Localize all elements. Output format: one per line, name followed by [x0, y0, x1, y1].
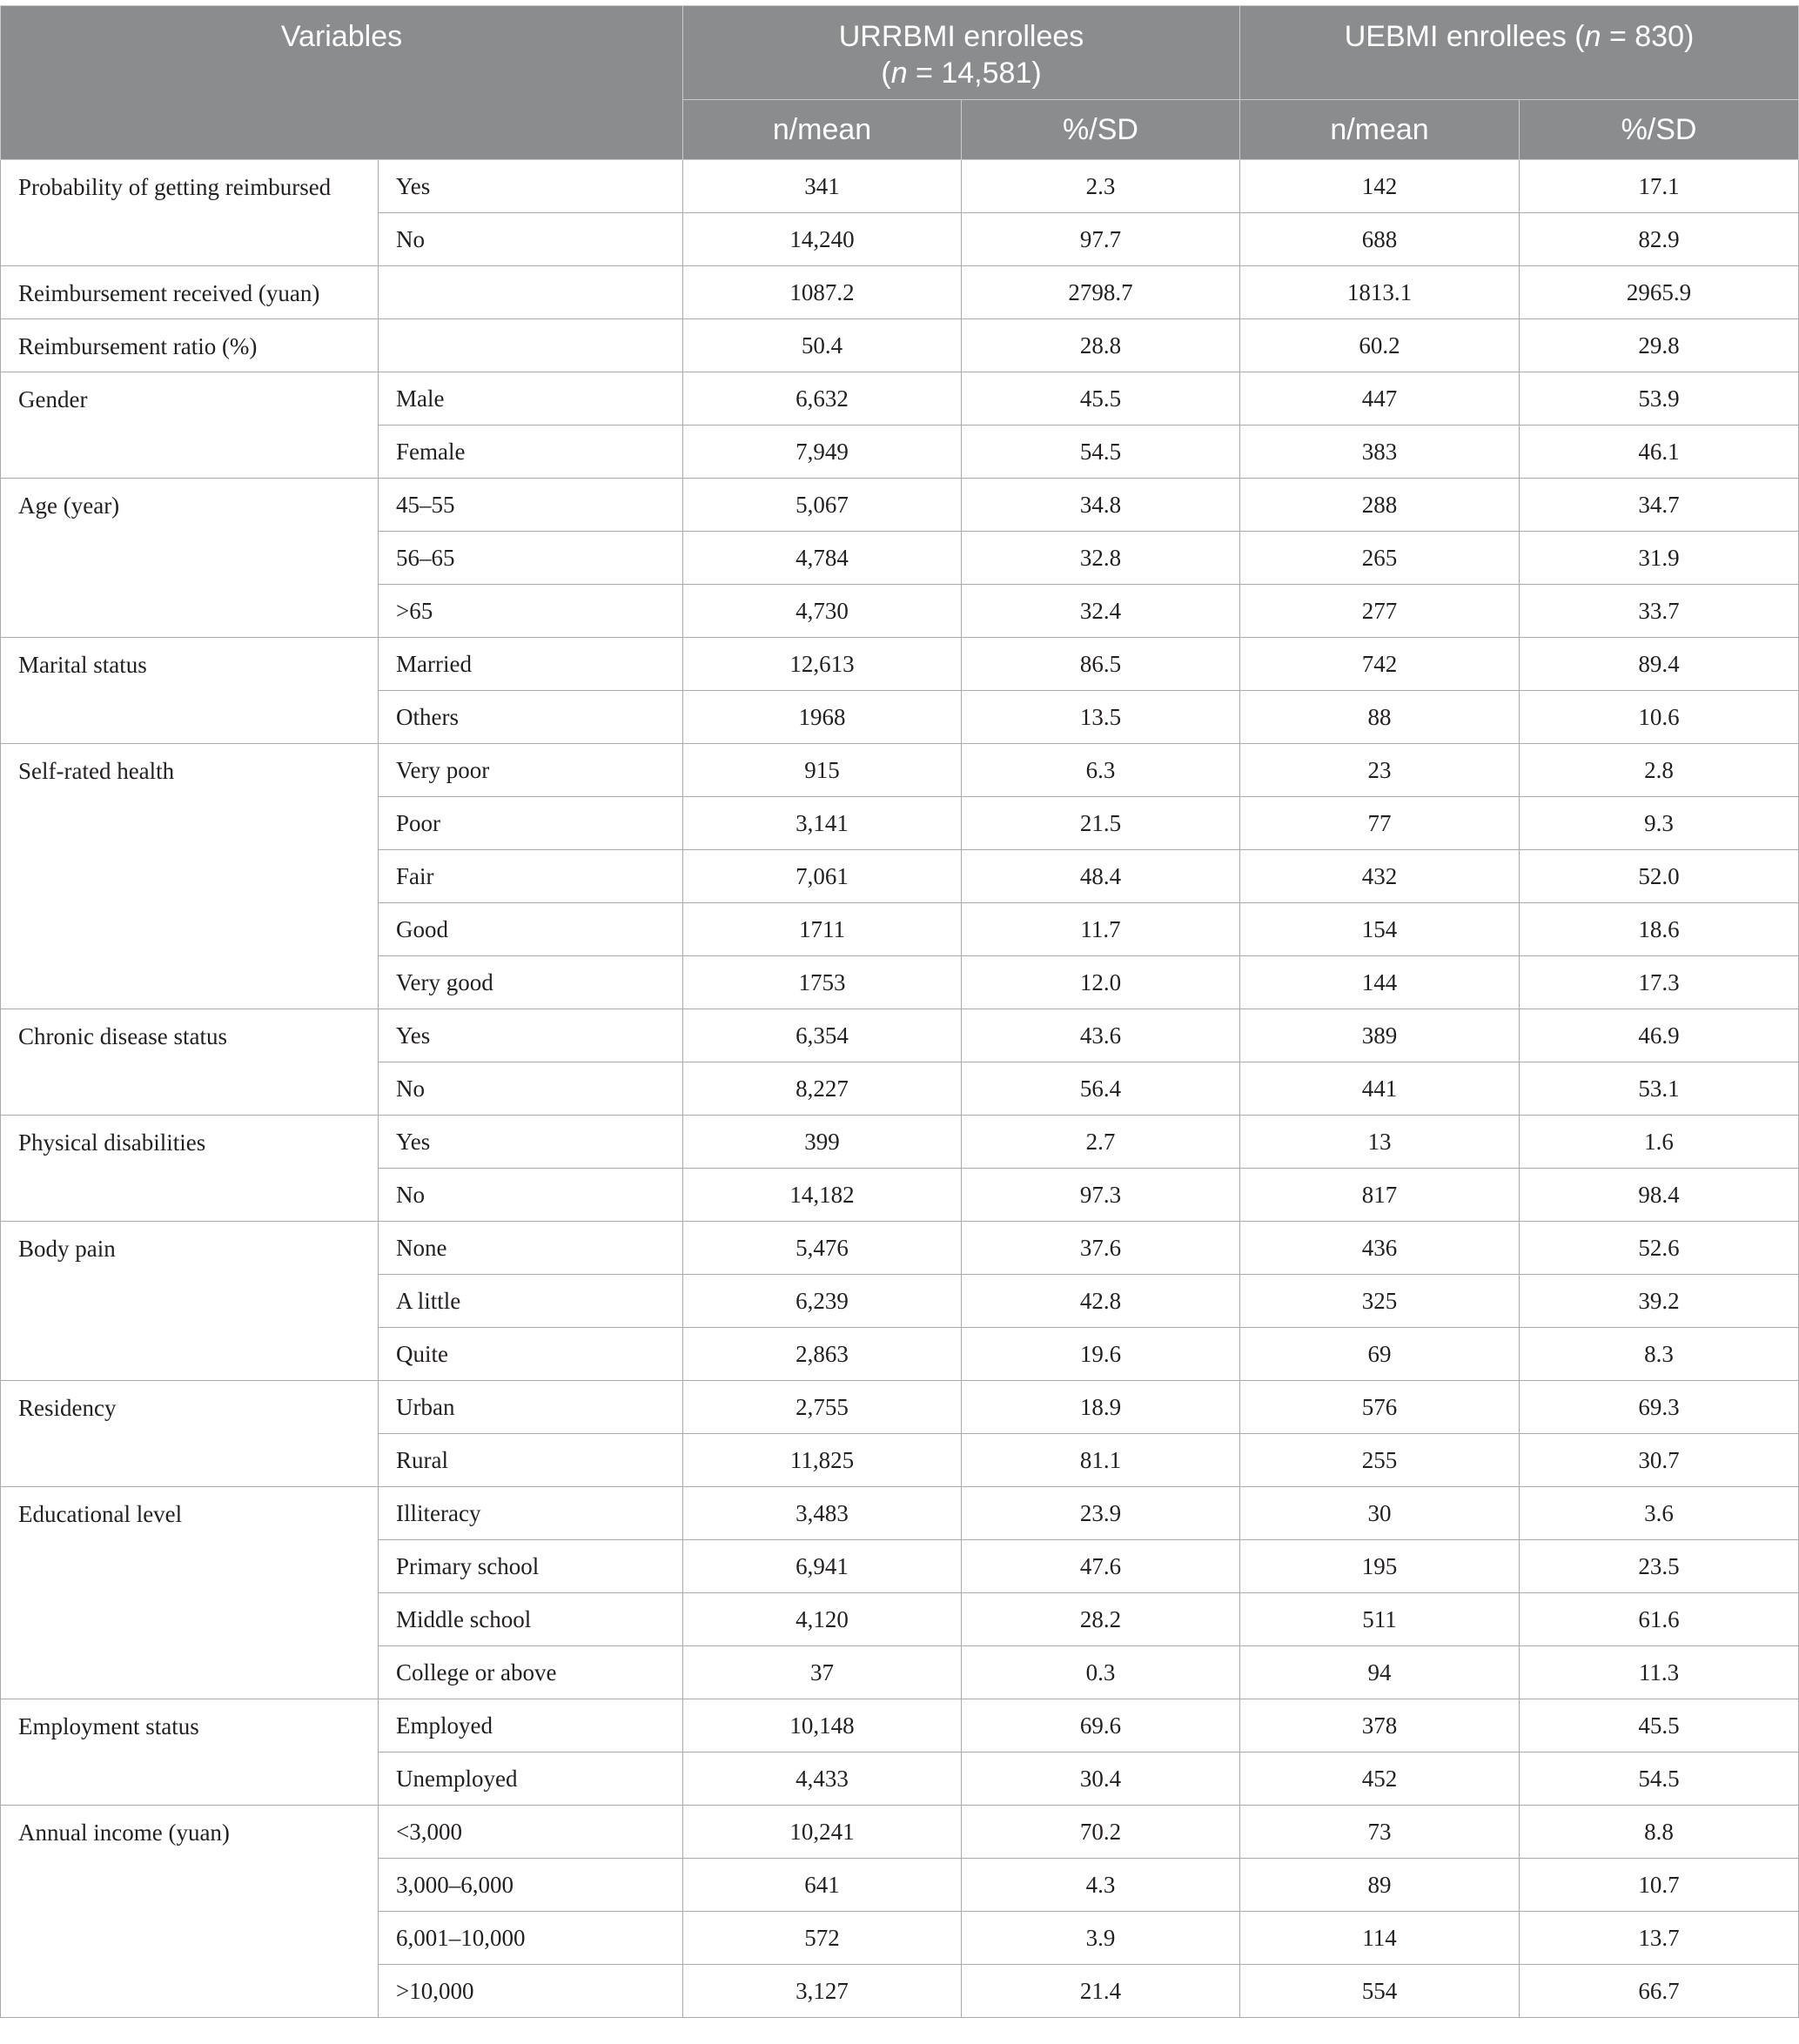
urrbmi-pct-sd-cell: 37.6 [962, 1222, 1240, 1275]
uebmi-pct-sd-cell: 8.8 [1520, 1806, 1799, 1859]
uebmi-pct-sd-cell: 54.5 [1520, 1752, 1799, 1806]
uebmi-pct-sd-cell: 2.8 [1520, 744, 1799, 797]
uebmi-n-mean-cell: 195 [1240, 1540, 1520, 1593]
level-cell: No [379, 1062, 683, 1116]
level-cell: Female [379, 426, 683, 479]
variable-name-cell: Self-rated health [1, 744, 379, 1009]
uebmi-n-mean-cell: 265 [1240, 532, 1520, 585]
urrbmi-pct-sd-cell: 70.2 [962, 1806, 1240, 1859]
urrbmi-n-mean-cell: 4,120 [683, 1593, 962, 1646]
urrbmi-n-mean-cell: 10,241 [683, 1806, 962, 1859]
level-cell: Rural [379, 1434, 683, 1487]
level-cell: 3,000–6,000 [379, 1859, 683, 1912]
uebmi-pct-sd-cell: 61.6 [1520, 1593, 1799, 1646]
urrbmi-n-mean-cell: 6,354 [683, 1009, 962, 1062]
level-cell: Poor [379, 797, 683, 850]
header-uebmi-group: UEBMI enrollees (n = 830) [1240, 6, 1799, 100]
table-row [1, 1699, 1799, 1752]
uebmi-pct-sd-cell: 31.9 [1520, 532, 1799, 585]
table-row [1, 1487, 1799, 1540]
variable-name-cell: Residency [1, 1381, 379, 1487]
urrbmi-pct-sd-cell: 28.2 [962, 1593, 1240, 1646]
subheader-uebmi-pct-sd: %/SD [1520, 100, 1799, 160]
urrbmi-pct-sd-cell: 6.3 [962, 744, 1240, 797]
urrbmi-pct-sd-cell: 34.8 [962, 479, 1240, 532]
uebmi-pct-sd-cell: 33.7 [1520, 585, 1799, 638]
uebmi-n-mean-cell: 742 [1240, 638, 1520, 691]
uebmi-pct-sd-cell: 82.9 [1520, 213, 1799, 266]
uebmi-pct-sd-cell: 3.6 [1520, 1487, 1799, 1540]
urrbmi-n-mean-cell: 7,061 [683, 850, 962, 903]
level-cell: Others [379, 691, 683, 744]
header-urrbmi-line1: URRBMI enrollees [838, 20, 1084, 53]
urrbmi-pct-sd-cell: 2798.7 [962, 266, 1240, 319]
urrbmi-n-mean-cell: 1711 [683, 903, 962, 956]
level-cell: Yes [379, 1116, 683, 1169]
uebmi-pct-sd-cell: 89.4 [1520, 638, 1799, 691]
table-row [1, 1009, 1799, 1062]
urrbmi-pct-sd-cell: 81.1 [962, 1434, 1240, 1487]
uebmi-n-mean-cell: 817 [1240, 1169, 1520, 1222]
level-cell: Male [379, 372, 683, 426]
uebmi-n-mean-cell: 114 [1240, 1912, 1520, 1965]
uebmi-n-mean-cell: 511 [1240, 1593, 1520, 1646]
urrbmi-pct-sd-cell: 48.4 [962, 850, 1240, 903]
level-cell: >65 [379, 585, 683, 638]
uebmi-n-mean-cell: 94 [1240, 1646, 1520, 1699]
urrbmi-n-mean-cell: 37 [683, 1646, 962, 1699]
uebmi-n-mean-cell: 13 [1240, 1116, 1520, 1169]
uebmi-n-mean-cell: 154 [1240, 903, 1520, 956]
urrbmi-pct-sd-cell: 23.9 [962, 1487, 1240, 1540]
uebmi-n-mean-cell: 288 [1240, 479, 1520, 532]
level-cell: 45–55 [379, 479, 683, 532]
uebmi-pct-sd-cell: 10.6 [1520, 691, 1799, 744]
table-row [1, 1806, 1799, 1859]
uebmi-pct-sd-cell: 46.1 [1520, 426, 1799, 479]
urrbmi-pct-sd-cell: 47.6 [962, 1540, 1240, 1593]
header-variables: Variables [1, 6, 683, 160]
level-cell: College or above [379, 1646, 683, 1699]
uebmi-pct-sd-cell: 17.3 [1520, 956, 1799, 1009]
table-row [1, 1222, 1799, 1275]
urrbmi-pct-sd-cell: 97.7 [962, 213, 1240, 266]
level-cell: Good [379, 903, 683, 956]
urrbmi-n-mean-cell: 4,433 [683, 1752, 962, 1806]
variable-name-cell: Marital status [1, 638, 379, 744]
uebmi-pct-sd-cell: 8.3 [1520, 1328, 1799, 1381]
uebmi-pct-sd-cell: 11.3 [1520, 1646, 1799, 1699]
urrbmi-n-mean-cell: 641 [683, 1859, 962, 1912]
urrbmi-pct-sd-cell: 54.5 [962, 426, 1240, 479]
urrbmi-n-mean-cell: 5,476 [683, 1222, 962, 1275]
uebmi-n-mean-cell: 325 [1240, 1275, 1520, 1328]
level-cell: Fair [379, 850, 683, 903]
uebmi-pct-sd-cell: 1.6 [1520, 1116, 1799, 1169]
uebmi-pct-sd-cell: 52.0 [1520, 850, 1799, 903]
uebmi-n-mean-cell: 144 [1240, 956, 1520, 1009]
urrbmi-pct-sd-cell: 69.6 [962, 1699, 1240, 1752]
level-cell: No [379, 213, 683, 266]
urrbmi-n-mean-cell: 11,825 [683, 1434, 962, 1487]
uebmi-n-mean-cell: 88 [1240, 691, 1520, 744]
urrbmi-n-mean-cell: 14,182 [683, 1169, 962, 1222]
uebmi-n-mean-cell: 432 [1240, 850, 1520, 903]
urrbmi-n-mean-cell: 3,127 [683, 1965, 962, 2018]
header-urrbmi-n: n [890, 57, 908, 90]
urrbmi-n-mean-cell: 4,730 [683, 585, 962, 638]
urrbmi-pct-sd-cell: 21.4 [962, 1965, 1240, 2018]
uebmi-n-mean-cell: 23 [1240, 744, 1520, 797]
urrbmi-n-mean-cell: 14,240 [683, 213, 962, 266]
level-cell: A little [379, 1275, 683, 1328]
urrbmi-n-mean-cell: 1753 [683, 956, 962, 1009]
level-cell: Very poor [379, 744, 683, 797]
urrbmi-n-mean-cell: 7,949 [683, 426, 962, 479]
urrbmi-n-mean-cell: 1968 [683, 691, 962, 744]
variable-name-cell: Reimbursement ratio (%) [1, 319, 379, 372]
uebmi-pct-sd-cell: 29.8 [1520, 319, 1799, 372]
urrbmi-n-mean-cell: 5,067 [683, 479, 962, 532]
uebmi-pct-sd-cell: 9.3 [1520, 797, 1799, 850]
urrbmi-n-mean-cell: 341 [683, 160, 962, 213]
header-urrbmi-group: URRBMI enrollees (n = 14,581) [683, 6, 1240, 100]
urrbmi-pct-sd-cell: 28.8 [962, 319, 1240, 372]
uebmi-n-mean-cell: 277 [1240, 585, 1520, 638]
uebmi-n-mean-cell: 77 [1240, 797, 1520, 850]
urrbmi-n-mean-cell: 2,863 [683, 1328, 962, 1381]
urrbmi-pct-sd-cell: 97.3 [962, 1169, 1240, 1222]
uebmi-n-mean-cell: 378 [1240, 1699, 1520, 1752]
urrbmi-pct-sd-cell: 18.9 [962, 1381, 1240, 1434]
urrbmi-pct-sd-cell: 2.7 [962, 1116, 1240, 1169]
table-row [1, 1381, 1799, 1434]
uebmi-n-mean-cell: 576 [1240, 1381, 1520, 1434]
level-cell: 6,001–10,000 [379, 1912, 683, 1965]
header-uebmi-n: n [1584, 20, 1601, 53]
level-cell: Illiteracy [379, 1487, 683, 1540]
table-header [1, 6, 1799, 160]
uebmi-n-mean-cell: 383 [1240, 426, 1520, 479]
level-cell: Married [379, 638, 683, 691]
level-cell: Employed [379, 1699, 683, 1752]
uebmi-pct-sd-cell: 69.3 [1520, 1381, 1799, 1434]
urrbmi-pct-sd-cell: 0.3 [962, 1646, 1240, 1699]
urrbmi-n-mean-cell: 3,483 [683, 1487, 962, 1540]
urrbmi-pct-sd-cell: 30.4 [962, 1752, 1240, 1806]
table-row [1, 372, 1799, 426]
uebmi-n-mean-cell: 447 [1240, 372, 1520, 426]
level-cell: No [379, 1169, 683, 1222]
uebmi-n-mean-cell: 688 [1240, 213, 1520, 266]
uebmi-n-mean-cell: 60.2 [1240, 319, 1520, 372]
level-cell: >10,000 [379, 1965, 683, 2018]
table-row [1, 319, 1799, 372]
uebmi-n-mean-cell: 554 [1240, 1965, 1520, 2018]
level-cell: Urban [379, 1381, 683, 1434]
descriptive-statistics-table [0, 5, 1799, 2018]
urrbmi-pct-sd-cell: 86.5 [962, 638, 1240, 691]
urrbmi-pct-sd-cell: 12.0 [962, 956, 1240, 1009]
level-cell [379, 319, 683, 372]
uebmi-n-mean-cell: 255 [1240, 1434, 1520, 1487]
urrbmi-n-mean-cell: 6,941 [683, 1540, 962, 1593]
uebmi-pct-sd-cell: 34.7 [1520, 479, 1799, 532]
subheader-urrbmi-n-mean: n/mean [683, 100, 962, 160]
urrbmi-pct-sd-cell: 2.3 [962, 160, 1240, 213]
level-cell: Primary school [379, 1540, 683, 1593]
urrbmi-n-mean-cell: 8,227 [683, 1062, 962, 1116]
urrbmi-pct-sd-cell: 4.3 [962, 1859, 1240, 1912]
uebmi-n-mean-cell: 89 [1240, 1859, 1520, 1912]
variable-name-cell: Reimbursement received (yuan) [1, 266, 379, 319]
uebmi-pct-sd-cell: 2965.9 [1520, 266, 1799, 319]
urrbmi-n-mean-cell: 10,148 [683, 1699, 962, 1752]
uebmi-pct-sd-cell: 13.7 [1520, 1912, 1799, 1965]
subheader-urrbmi-pct-sd: %/SD [962, 100, 1240, 160]
subheader-uebmi-n-mean: n/mean [1240, 100, 1520, 160]
urrbmi-pct-sd-cell: 56.4 [962, 1062, 1240, 1116]
uebmi-pct-sd-cell: 39.2 [1520, 1275, 1799, 1328]
uebmi-n-mean-cell: 30 [1240, 1487, 1520, 1540]
urrbmi-n-mean-cell: 6,632 [683, 372, 962, 426]
uebmi-n-mean-cell: 436 [1240, 1222, 1520, 1275]
uebmi-n-mean-cell: 1813.1 [1240, 266, 1520, 319]
table-body [1, 160, 1799, 2018]
variable-name-cell: Gender [1, 372, 379, 479]
urrbmi-n-mean-cell: 915 [683, 744, 962, 797]
uebmi-pct-sd-cell: 30.7 [1520, 1434, 1799, 1487]
urrbmi-n-mean-cell: 50.4 [683, 319, 962, 372]
variable-name-cell: Educational level [1, 1487, 379, 1699]
urrbmi-n-mean-cell: 399 [683, 1116, 962, 1169]
urrbmi-n-mean-cell: 6,239 [683, 1275, 962, 1328]
level-cell: Middle school [379, 1593, 683, 1646]
urrbmi-pct-sd-cell: 3.9 [962, 1912, 1240, 1965]
urrbmi-pct-sd-cell: 45.5 [962, 372, 1240, 426]
variable-name-cell: Employment status [1, 1699, 379, 1806]
uebmi-pct-sd-cell: 53.9 [1520, 372, 1799, 426]
uebmi-n-mean-cell: 142 [1240, 160, 1520, 213]
table-row [1, 1116, 1799, 1169]
urrbmi-pct-sd-cell: 42.8 [962, 1275, 1240, 1328]
variable-name-cell: Probability of getting reimbursed [1, 160, 379, 266]
level-cell: Very good [379, 956, 683, 1009]
table-row [1, 479, 1799, 532]
level-cell [379, 266, 683, 319]
uebmi-pct-sd-cell: 98.4 [1520, 1169, 1799, 1222]
level-cell: <3,000 [379, 1806, 683, 1859]
variable-name-cell: Body pain [1, 1222, 379, 1381]
uebmi-n-mean-cell: 441 [1240, 1062, 1520, 1116]
uebmi-n-mean-cell: 69 [1240, 1328, 1520, 1381]
uebmi-pct-sd-cell: 45.5 [1520, 1699, 1799, 1752]
uebmi-pct-sd-cell: 46.9 [1520, 1009, 1799, 1062]
variable-name-cell: Annual income (yuan) [1, 1806, 379, 2018]
uebmi-n-mean-cell: 389 [1240, 1009, 1520, 1062]
urrbmi-n-mean-cell: 12,613 [683, 638, 962, 691]
level-cell: Unemployed [379, 1752, 683, 1806]
urrbmi-pct-sd-cell: 11.7 [962, 903, 1240, 956]
uebmi-pct-sd-cell: 17.1 [1520, 160, 1799, 213]
urrbmi-n-mean-cell: 2,755 [683, 1381, 962, 1434]
uebmi-pct-sd-cell: 53.1 [1520, 1062, 1799, 1116]
uebmi-pct-sd-cell: 66.7 [1520, 1965, 1799, 2018]
uebmi-pct-sd-cell: 52.6 [1520, 1222, 1799, 1275]
uebmi-pct-sd-cell: 23.5 [1520, 1540, 1799, 1593]
level-cell: 56–65 [379, 532, 683, 585]
table-row [1, 266, 1799, 319]
level-cell: Quite [379, 1328, 683, 1381]
level-cell: Yes [379, 1009, 683, 1062]
level-cell: None [379, 1222, 683, 1275]
uebmi-pct-sd-cell: 18.6 [1520, 903, 1799, 956]
variable-name-cell: Age (year) [1, 479, 379, 638]
urrbmi-n-mean-cell: 4,784 [683, 532, 962, 585]
uebmi-pct-sd-cell: 10.7 [1520, 1859, 1799, 1912]
urrbmi-n-mean-cell: 572 [683, 1912, 962, 1965]
urrbmi-pct-sd-cell: 19.6 [962, 1328, 1240, 1381]
urrbmi-pct-sd-cell: 43.6 [962, 1009, 1240, 1062]
urrbmi-pct-sd-cell: 21.5 [962, 797, 1240, 850]
uebmi-n-mean-cell: 452 [1240, 1752, 1520, 1806]
table-row [1, 744, 1799, 797]
variable-name-cell: Physical disabilities [1, 1116, 379, 1222]
urrbmi-n-mean-cell: 3,141 [683, 797, 962, 850]
table-row [1, 638, 1799, 691]
uebmi-n-mean-cell: 73 [1240, 1806, 1520, 1859]
table-row [1, 160, 1799, 213]
level-cell: Yes [379, 160, 683, 213]
urrbmi-pct-sd-cell: 32.8 [962, 532, 1240, 585]
urrbmi-pct-sd-cell: 13.5 [962, 691, 1240, 744]
variable-name-cell: Chronic disease status [1, 1009, 379, 1116]
urrbmi-n-mean-cell: 1087.2 [683, 266, 962, 319]
urrbmi-pct-sd-cell: 32.4 [962, 585, 1240, 638]
